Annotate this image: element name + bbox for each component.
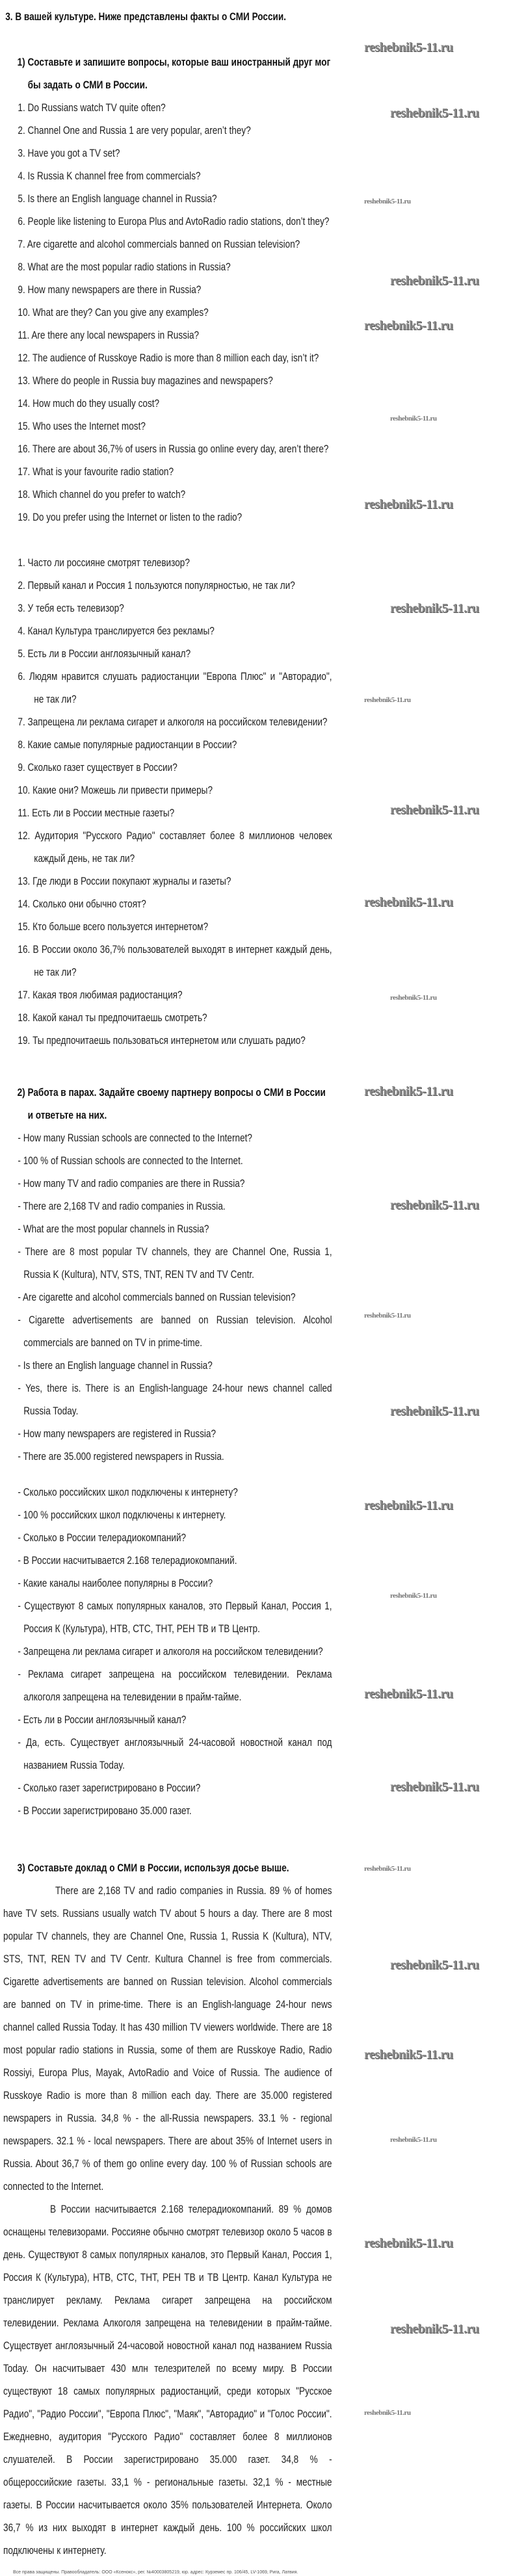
watermark-text: reshebnik5-11.ru — [364, 1312, 411, 1320]
question-item: 3. У тебя есть телевизор? — [18, 602, 124, 614]
question-item: 4. Канал Культура транслируется без рекламы? — [18, 625, 215, 637]
question-item: 7. Are cigarette and alcohol commercials banned on Russian television? — [18, 238, 300, 250]
dialogue-line: - В России зарегистрировано 35.000 газет. — [18, 1804, 192, 1817]
watermark-text: reshebnik5-11.ru — [390, 1592, 437, 1600]
dialogue-line: - В России насчитывается 2.168 телерадиокомпаний. — [18, 1554, 237, 1567]
watermark-text: reshebnik5-11.ru — [364, 497, 453, 512]
question-item: 2. Channel One and Russia 1 are very popular, aren’t they? — [18, 124, 251, 137]
dialogue-line: - Сколько российских школ подключены к интернету? — [18, 1486, 238, 1498]
watermark-text: reshebnik5-11.ru — [390, 1958, 479, 1972]
watermark-text: reshebnik5-11.ru — [390, 415, 437, 423]
watermark-text: reshebnik5-11.ru — [390, 2322, 479, 2336]
question-item: 5. Есть ли в России англоязычный канал? — [18, 647, 191, 660]
dialogue-line: - 100 % российских школ подключены к интернету. — [18, 1509, 226, 1521]
watermark-text: reshebnik5-11.ru — [364, 696, 411, 704]
watermark-text: reshebnik5-11.ru — [364, 2048, 453, 2062]
dialogue-line: - Есть ли в России англоязычный канал? — [18, 1713, 187, 1726]
question-item: 17. Какая твоя любимая радиостанция? — [18, 989, 183, 1001]
question-item: 12. Аудитория "Русского Радио" составляет более 8 миллионов человек каждый день, не так ли? — [18, 829, 332, 865]
dialogue-line: - Существуют 8 самых популярных каналов, это Первый Канал, Россия 1, Россия К (Культура), НТВ, СТС, ТНТ, РЕН ТВ и ТВ Центр. — [18, 1600, 332, 1635]
dialogue-line: - How many newspapers are registered in Russia? — [18, 1427, 216, 1440]
questions-ru-list — [3, 551, 332, 1052]
question-item: 14. Сколько они обычно стоят? — [18, 898, 146, 910]
dialogue-en-list — [3, 1126, 332, 1468]
question-item: 11. Are there any local newspapers in Russia? — [18, 329, 200, 341]
question-item: 13. Where do people in Russia buy magazines and newspapers? — [18, 374, 273, 387]
exercise-title: 3. В вашей культуре. Ниже представлены факты о СМИ России. — [5, 10, 287, 23]
dialogue-line: - Какие каналы наиболее популярны в России? — [18, 1577, 213, 1589]
question-item: 19. Do you prefer using the Internet or listen to the radio? — [18, 511, 242, 523]
question-item: 8. Какие самые популярные радиостанции в России? — [18, 738, 237, 751]
dialogue-line: - What are the most popular channels in Russia? — [18, 1223, 209, 1235]
dialogue-line: - How many TV and radio companies are there in Russia? — [18, 1177, 245, 1190]
dialogue-line: - There are 2,168 TV and radio companies in Russia. — [18, 1200, 226, 1212]
watermark-text: reshebnik5-11.ru — [364, 1084, 453, 1099]
watermark-text: reshebnik5-11.ru — [390, 1780, 479, 1794]
question-item: 1. Часто ли россияне смотрят телевизор? — [18, 556, 190, 569]
watermark-text: reshebnik5-11.ru — [390, 1198, 479, 1212]
report-ru: В России насчитывается 2.168 телерадиокомпаний. 89 % домов оснащены телевизорами. Россияне обычно смотрят телевизор около 5 часов в день. Существуют 8 самых популярных каналов, это Первый Канал, Россия 1, Россия К (Культура), НТВ, СТС, ТНТ, РЕН ТВ и ТВ Центр. Канал Культура не транслирует рекламу. Реклама сигарет запрещена на российском телевидении. Реклама Алкоголя запрещена на телевидении в прайм-тайме. Существует англоязычный 24-часовой новостной канал под названием Russia Today. Он насчитывает 430 млн телезрителей по всему миру. В России существуют 18 самых популярных радиостанций, среди которых "Русское Радио", "Радио России", "Европа Плюс", "Маяк", "Авторадио" и "Голос России". Ежедневно, аудитория "Русского Радио" составляет более 8 миллионов слушателей. В России зарегистрировано 35.000 газет. 34,8 % - общероссийские газеты. 33,1 % - региональные газеты. 32,1 % - местные газеты. В России насчитывается около 35% пользователей Интернета. Около 36,7 % из них выходят в интернет каждый день. 100 % российских школ подключены к интернету. — [3, 2203, 332, 2556]
question-item: 9. Сколько газет существует в России? — [18, 761, 177, 774]
watermark-text: reshebnik5-11.ru — [390, 274, 479, 288]
dialogue-line: - Сколько в России телерадиокомпаний? — [18, 1531, 187, 1544]
question-item: 18. Which channel do you prefer to watch? — [18, 488, 186, 501]
dialogue-line: - Реклама сигарет запрещена на российском телевидении. Реклама алкоголя запрещена на телевидении в прайм-тайме. — [18, 1668, 332, 1703]
dialogue-line: - There are 8 most popular TV channels, they are Channel One, Russia 1, Russia K (Kultura), NTV, STS, TNT, REN TV and TV Centr. — [18, 1245, 332, 1281]
document-content — [3, 0, 332, 2562]
task1-heading: 1) Составьте и запишите вопросы, которые ваш иностранный друг мог бы задать о СМИ в России. — [17, 56, 331, 91]
watermark-text: reshebnik5-11.ru — [390, 994, 437, 1002]
question-item: 8. What are the most popular radio stations in Russia? — [18, 261, 231, 273]
watermark-text: reshebnik5-11.ru — [364, 40, 453, 55]
watermark-text: reshebnik5-11.ru — [364, 895, 453, 909]
watermark-text: reshebnik5-11.ru — [390, 601, 479, 616]
questions-en-list — [3, 96, 332, 528]
question-item: 10. What are they? Can you give any examples? — [18, 306, 209, 319]
watermark-text: reshebnik5-11.ru — [390, 106, 479, 120]
watermark-text: reshebnik5-11.ru — [364, 198, 411, 205]
question-item: 15. Кто больше всего пользуется интернетом? — [18, 920, 209, 933]
report-en: There are 2,168 TV and radio companies in Russia. 89 % of homes have TV sets. Russians usually watch TV about 5 hours a day. There are 8 most popular TV channels, they are Channel One, Russia 1, Russia K (Kultura), NTV, STS, TNT, REN TV and TV Centr. Kultura Channel is free from commercials. Cigarette advertisements are banned on Russian television. Alcohol commercials are banned on TV in prime-time. There is an English-language 24-hour news channel called Russia Today. It has 430 million TV viewers worldwide. There are 18 most popular radio stations in Russia, some of them are Russkoye Radio, Radio Rossiyi, Europa Plus, Mayak, AvtoRadio and Voice of Russia. The audience of Russkoye Radio is more than 8 million each day. There are 35.000 registered newspapers in Russia. 34,8 % - the all-Russia newspapers. 33.1 % - regional newspapers. 32.1 % - local newspapers. There are about 35% of Internet users in Russia. About 36,7 % of them go online every day. 100 % of Russian schools are connected to the Internet. — [3, 1884, 332, 2192]
watermark-text: reshebnik5-11.ru — [364, 2409, 411, 2417]
question-item: 7. Запрещена ли реклама сигарет и алкоголя на российском телевидении? — [18, 716, 328, 728]
question-item: 5. Is there an English language channel in Russia? — [18, 192, 217, 205]
question-item: 1. Do Russians watch TV quite often? — [18, 101, 166, 114]
watermark-text: reshebnik5-11.ru — [364, 1687, 453, 1701]
question-item: 14. How much do they usually cost? — [18, 397, 160, 410]
dialogue-line: - Да, есть. Существует англоязычный 24-часовой новостной канал под названием Russia Today. — [18, 1736, 332, 1771]
dialogue-line: - Сколько газет зарегистрировано в России? — [18, 1782, 201, 1794]
question-item: 16. There are about 36,7% of users in Russia go online every day, aren’t there? — [18, 443, 329, 455]
question-item: 17. What is your favourite radio station? — [18, 465, 174, 478]
question-item: 10. Какие они? Можешь ли привести примеры? — [18, 784, 213, 796]
dialogue-line: - Is there an English language channel in Russia? — [18, 1359, 213, 1372]
watermark-text: reshebnik5-11.ru — [364, 1498, 453, 1513]
question-item: 2. Первый канал и Россия 1 пользуются популярностью, не так ли? — [18, 579, 295, 592]
question-item: 13. Где люди в России покупают журналы и газеты? — [18, 875, 231, 887]
question-item: 19. Ты предпочитаешь пользоваться интернетом или слушать радио? — [18, 1034, 306, 1047]
watermark-text: reshebnik5-11.ru — [364, 2236, 453, 2250]
task2-heading: 2) Работа в парах. Задайте своему партнеру вопросы о СМИ в России и ответьте на них. — [17, 1086, 326, 1121]
task3-heading: 3) Составьте доклад о СМИ в России, используя досье выше. — [17, 1862, 289, 1874]
dialogue-line: - Are cigarette and alcohol commercials banned on Russian television? — [18, 1291, 296, 1303]
dialogue-line: - Yes, there is. There is an English-language 24-hour news channel called Russia Today. — [18, 1382, 332, 1417]
question-item: 11. Есть ли в России местные газеты? — [18, 807, 175, 819]
watermark-text: reshebnik5-11.ru — [390, 803, 479, 817]
watermark-text: reshebnik5-11.ru — [364, 1865, 411, 1873]
question-item: 12. The audience of Russkoye Radio is more than 8 million each day, isn’t it? — [18, 352, 319, 364]
question-item: 16. В России около 36,7% пользователей выходят в интернет каждый день, не так ли? — [18, 943, 332, 978]
dialogue-line: - There are 35.000 registered newspapers in Russia. — [18, 1450, 224, 1463]
question-item: 4. Is Russia K channel free from commercials? — [18, 170, 201, 182]
dialogue-ru-list — [3, 1481, 332, 1822]
dialogue-line: - How many Russian schools are connected to the Internet? — [18, 1132, 253, 1144]
question-item: 9. How many newspapers are there in Russia? — [18, 283, 202, 296]
watermark-text: reshebnik5-11.ru — [364, 319, 453, 333]
watermark-text: reshebnik5-11.ru — [390, 1404, 479, 1418]
question-item: 18. Какой канал ты предпочитаешь смотреть? — [18, 1011, 207, 1024]
question-item: 15. Who uses the Internet most? — [18, 420, 146, 432]
dialogue-line: - Запрещена ли реклама сигарет и алкоголя на российском телевидении? — [18, 1645, 323, 1658]
dialogue-line: - Cigarette advertisements are banned on Russian television. Alcohol commercials are banned on TV in prime-time. — [18, 1314, 332, 1349]
question-item: 3. Have you got a TV set? — [18, 147, 120, 159]
question-item: 6. Людям нравится слушать радиостанции "Европа Плюс" и "Авторадио", не так ли? — [18, 670, 332, 705]
copyright-footer: Все права защищены. Правообладатель: ООО «Ксенокс», рег. №40003805219, юр. адрес: Курземес пр. 106/45, LV-1069, Рига, Латвия. — [13, 2570, 298, 2575]
question-item: 6. People like listening to Europa Plus and AvtoRadio radio stations, don’t they? — [18, 215, 330, 228]
watermark-text: reshebnik5-11.ru — [390, 2136, 437, 2144]
dialogue-line: - 100 % of Russian schools are connected to the Internet. — [18, 1154, 243, 1167]
